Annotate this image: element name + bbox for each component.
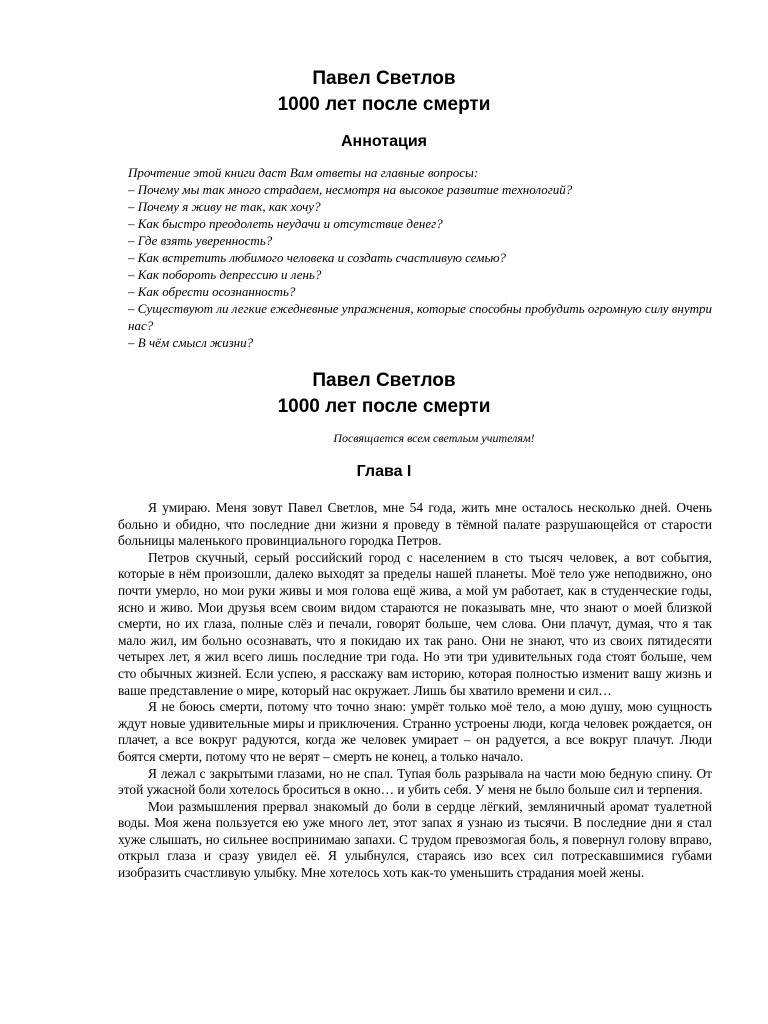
top-author: Павел Светлов [312, 68, 456, 89]
annotation-line: – В чём смысл жизни? [128, 335, 254, 350]
paragraph: Я не боюсь смерти, потому что точно знаю: умрёт только моё тело, а мою душу, мою сущность ждут новые удивительные миры и приключения. Странно устроены люди, когда человек рождается, он плачет, а все вокруг радуются, когда же человек умирает – он радуется, а все вокруг плачут. Люди боятся смерти, потому что не верят – смерть не конец, а только начало. [118, 699, 712, 764]
chapter-heading: Глава I [356, 463, 412, 480]
paragraph: Я лежал с закрытыми глазами, но не спал. Тупая боль разрывала на части мою бедную спину. От этой ужасной боли хотелось броситься в окно… и убить себя. У меня не было больше сил и терпения. [118, 765, 712, 798]
annotation-line: Прочтение этой книги даст Вам ответы на главные вопросы: [128, 165, 479, 180]
annotation-heading: Аннотация [341, 133, 427, 150]
annotation-line: – Существуют ли легкие ежедневные упражнения, которые способны пробудить огромную силу внутри нас? [128, 301, 712, 333]
annotation-line: – Как побороть депрессию и лень? [128, 267, 322, 282]
paragraph: Мои размышления прервал знакомый до боли в сердце лёгкий, земляничный аромат туалетной воды. Моя жена пользуется ею уже много лет, этот запах я узнаю из тысячи. В последние дни я стал хуже слышать, но сильнее воспринимаю запахи. С трудом превозмогая боль, я повернул голову вправо, открыл глаза и сразу увидел её. Я улыбнулся, стараясь изо всех сил потрескавшимися губами изобразить счастливую улыбку. Мне хотелось хоть как-то уменьшить страдания моей жены. [118, 798, 712, 881]
paragraph: Петров скучный, серый российский город с населением в сто тысяч человек, а вот события, которые в нём произошли, далеко выходят за пределы нашей планеты. Моё тело уже неподвижно, оно почти умерло, но мои руки живы и моя голова ещё жива, а мой ум работает, как в студенческие годы, ясно и живо. Мои друзья всем своим видом стараются не показывать мне, что знают о моей близкой смерти, но их глаза, полные слёз и печали, говорят больше, чем слова. Они плачут, думая, что я так мало жил, им больно осознавать, что я покидаю их так рано. Они не знают, что из своих пятидесяти четырех лет, я жил всего лишь последние три года. Но эти три удивительных года стоят больше, чем сто обычных жизней. Если успею, я расскажу вам историю, которая полностью изменит вашу жизнь и ваше представление о мире, который нас окружает. Лишь бы хватило времени и сил… [118, 549, 712, 698]
annotation-line: – Как встретить любимого человека и создать счастливую семью? [128, 250, 507, 265]
paragraph: Я умираю. Меня зовут Павел Светлов, мне 54 года, жить мне осталось несколько дней. Очень больно и обидно, что последние дни жизни я проведу в тёмной палате разрушающейся от старости больницы маленького провинциального городка Петров. [118, 500, 712, 549]
annotation-line: – Как быстро преодолеть неудачи и отсутствие денег? [128, 216, 443, 231]
dedication: Посвящается всем светлым учителям! [333, 431, 535, 445]
second-author: Павел Светлов [312, 370, 456, 391]
annotation-line: – Где взять уверенность? [128, 233, 273, 248]
top-title-block [0, 66, 768, 118]
annotation-block [128, 164, 712, 351]
annotation-line: – Почему мы так много страдаем, несмотря на высокое развитие технологий? [128, 182, 573, 197]
annotation-line: – Как обрести осознанность? [128, 284, 296, 299]
second-book-title: 1000 лет после смерти [277, 396, 491, 417]
chapter-body [118, 500, 712, 882]
annotation-line: – Почему я живу не так, как хочу? [128, 199, 321, 214]
top-book-title: 1000 лет после смерти [277, 94, 491, 115]
second-title-block [0, 368, 768, 420]
